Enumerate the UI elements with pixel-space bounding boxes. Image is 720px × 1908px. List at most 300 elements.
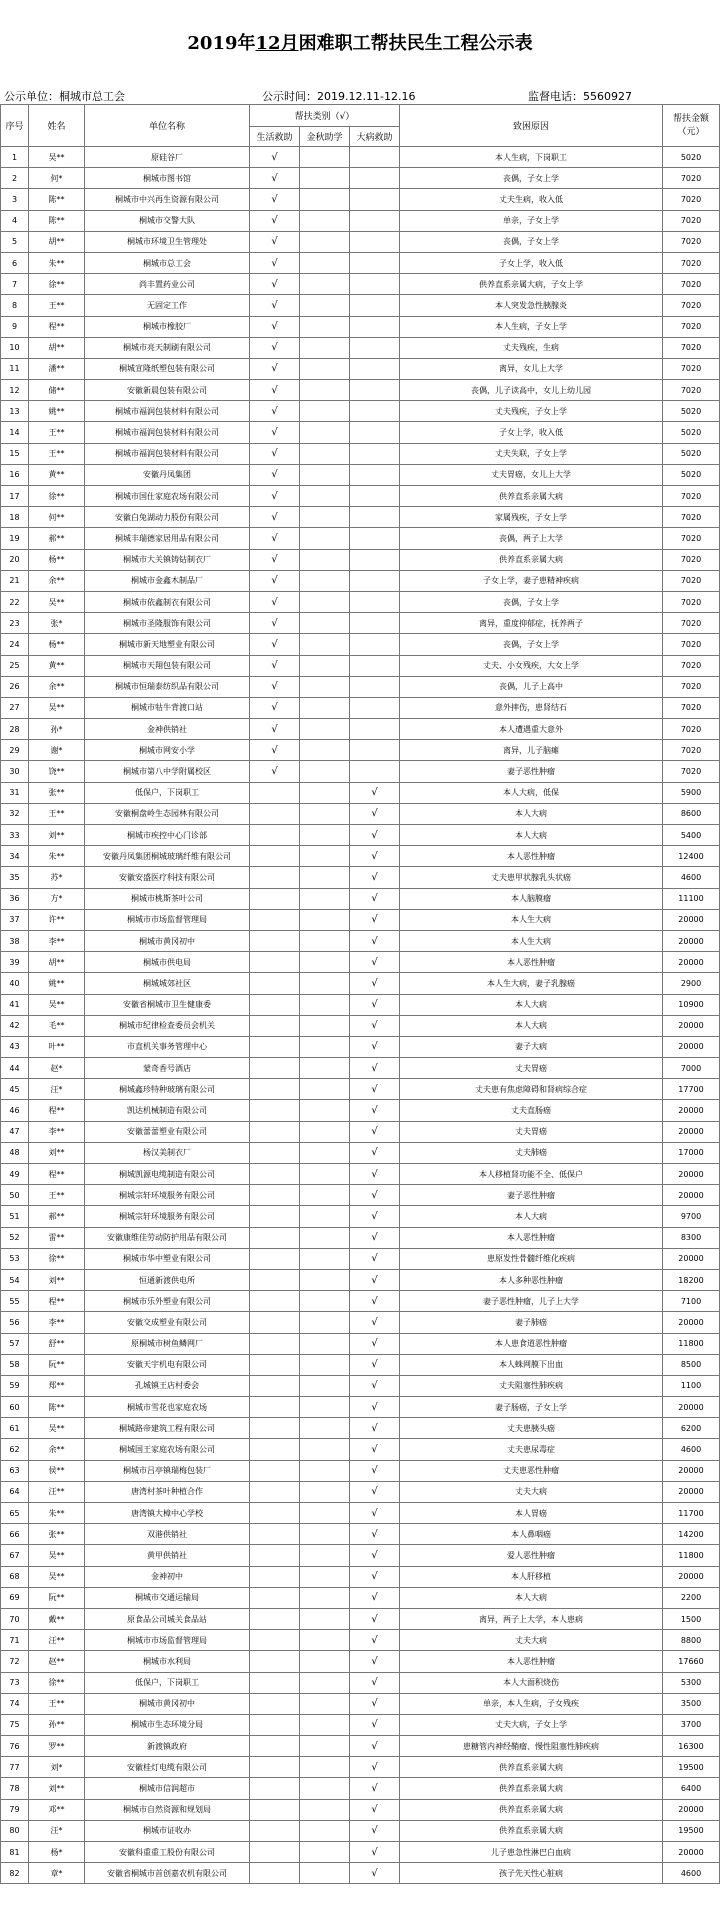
row-illness-aid: √: [350, 1206, 400, 1227]
row-no: 56: [1, 1312, 29, 1333]
row-amount: 11800: [663, 1333, 720, 1354]
row-illness-aid: [350, 719, 400, 740]
row-reason: 丧偶，子女上学: [400, 231, 663, 252]
row-illness-aid: √: [350, 1651, 400, 1672]
row-no: 10: [1, 337, 29, 358]
row-education-aid: [300, 1439, 350, 1460]
row-name: 张**: [29, 1524, 85, 1545]
row-education-aid: [300, 1714, 350, 1735]
table-row: [1, 782, 720, 803]
row-amount: 20000: [663, 1100, 720, 1121]
table-row: [1, 422, 720, 443]
row-education-aid: [300, 1185, 350, 1206]
row-amount: 7020: [663, 507, 720, 528]
header-reason: 致困原因: [400, 105, 663, 147]
row-illness-aid: √: [350, 973, 400, 994]
row-amount: 5020: [663, 147, 720, 168]
row-living-aid: √: [250, 316, 300, 337]
table-row: [1, 1481, 720, 1502]
row-living-aid: √: [250, 358, 300, 379]
row-amount: 7020: [663, 316, 720, 337]
row-org: 安徽丹凤集团桐城玻璃纤维有限公司: [85, 846, 250, 867]
row-no: 16: [1, 464, 29, 485]
row-org: 安徽康维佳劳动防护用品有限公司: [85, 1227, 250, 1248]
row-name: 刘**: [29, 1142, 85, 1163]
row-no: 31: [1, 782, 29, 803]
row-amount: 7020: [663, 210, 720, 231]
row-org: 桐城市橡胶厂: [85, 316, 250, 337]
row-education-aid: [300, 888, 350, 909]
row-name: 张**: [29, 782, 85, 803]
row-org: 金神初中: [85, 1566, 250, 1587]
row-no: 11: [1, 358, 29, 379]
row-org: 桐城宗轩环境服务有限公司: [85, 1206, 250, 1227]
row-reason: 丧偶，子女上学: [400, 168, 663, 189]
row-education-aid: [300, 1608, 350, 1629]
row-amount: 8600: [663, 803, 720, 824]
meta-period: 公示时间：2019.12.11-12.16: [262, 90, 416, 103]
row-name: 姚**: [29, 973, 85, 994]
row-reason: 妻子恶性肿瘤: [400, 1185, 663, 1206]
header-name: 姓名: [29, 105, 85, 147]
row-amount: 7020: [663, 761, 720, 782]
row-living-aid: √: [250, 380, 300, 401]
row-amount: 20000: [663, 1481, 720, 1502]
row-illness-aid: [350, 337, 400, 358]
row-org: 安徽省桐城市首创嘉农机有限公司: [85, 1863, 250, 1884]
row-no: 63: [1, 1460, 29, 1481]
row-amount: 7020: [663, 358, 720, 379]
row-reason: 丈夫大病，子女上学: [400, 1714, 663, 1735]
row-amount: 17660: [663, 1651, 720, 1672]
table-row: [1, 888, 720, 909]
row-education-aid: [300, 1079, 350, 1100]
table-row: [1, 719, 720, 740]
row-reason: 妻子肠癌，子女上学: [400, 1397, 663, 1418]
table-row: [1, 358, 720, 379]
row-amount: 7020: [663, 697, 720, 718]
table-row: [1, 1545, 720, 1566]
row-amount: 1100: [663, 1375, 720, 1396]
row-amount: 20000: [663, 1185, 720, 1206]
table-row: [1, 168, 720, 189]
table-row: [1, 486, 720, 507]
row-living-aid: √: [250, 231, 300, 252]
row-illness-aid: √: [350, 930, 400, 951]
row-living-aid: √: [250, 401, 300, 422]
row-education-aid: [300, 1058, 350, 1079]
row-living-aid: [250, 888, 300, 909]
row-reason: 丧偶，儿子读高中，女儿上幼儿园: [400, 380, 663, 401]
row-education-aid: [300, 1799, 350, 1820]
row-reason: 妻子恶性肿瘤，儿子上大学: [400, 1291, 663, 1312]
table-row: [1, 1312, 720, 1333]
row-living-aid: [250, 1693, 300, 1714]
row-org: 桐城市乐外塑业有限公司: [85, 1291, 250, 1312]
row-reason: 子女上学，收入低: [400, 252, 663, 273]
row-reason: 本人肝移植: [400, 1566, 663, 1587]
row-name: 陈**: [29, 189, 85, 210]
row-amount: 7020: [663, 570, 720, 591]
row-no: 37: [1, 909, 29, 930]
row-amount: 7020: [663, 676, 720, 697]
row-amount: 11700: [663, 1503, 720, 1524]
row-reason: 子女上学，收入低: [400, 422, 663, 443]
row-living-aid: √: [250, 591, 300, 612]
table-row: [1, 973, 720, 994]
row-illness-aid: √: [350, 1820, 400, 1841]
row-name: 胡**: [29, 952, 85, 973]
row-living-aid: [250, 1058, 300, 1079]
row-org: 金神供销社: [85, 719, 250, 740]
row-reason: 本人患食道恶性肿瘤: [400, 1333, 663, 1354]
row-reason: 本人突发急性胰腺炎: [400, 295, 663, 316]
row-reason: 丈夫失联，子女上学: [400, 443, 663, 464]
table-row: [1, 1248, 720, 1269]
row-no: 51: [1, 1206, 29, 1227]
row-name: 张*: [29, 613, 85, 634]
row-reason: 本人恶性肿瘤: [400, 1227, 663, 1248]
row-no: 81: [1, 1842, 29, 1863]
row-name: 何**: [29, 507, 85, 528]
row-name: 储**: [29, 380, 85, 401]
row-org: 桐城市金鑫木制品厂: [85, 570, 250, 591]
row-education-aid: [300, 168, 350, 189]
row-reason: 家属残疾，子女上学: [400, 507, 663, 528]
row-reason: 供养直系亲属大病: [400, 1799, 663, 1820]
row-education-aid: [300, 1778, 350, 1799]
row-amount: 5300: [663, 1672, 720, 1693]
table-row: [1, 1566, 720, 1587]
row-name: 雷**: [29, 1227, 85, 1248]
row-name: 王**: [29, 443, 85, 464]
row-name: 孙**: [29, 1714, 85, 1735]
row-no: 69: [1, 1587, 29, 1608]
row-reason: 离异，女儿上大学: [400, 358, 663, 379]
row-org: 桐城国王家庭农场有限公司: [85, 1439, 250, 1460]
row-reason: 本人大病: [400, 1587, 663, 1608]
row-living-aid: [250, 1672, 300, 1693]
row-illness-aid: √: [350, 1185, 400, 1206]
row-reason: 丈夫患有焦虑障碍和肾病综合症: [400, 1079, 663, 1100]
header-living-aid: 生活救助: [250, 127, 300, 147]
row-education-aid: [300, 1481, 350, 1502]
row-education-aid: [300, 591, 350, 612]
meta-phone: 监督电话：5560927: [528, 90, 632, 103]
row-education-aid: [300, 231, 350, 252]
row-education-aid: [300, 825, 350, 846]
row-name: 杨**: [29, 634, 85, 655]
table-row: [1, 1757, 720, 1778]
row-education-aid: [300, 994, 350, 1015]
row-reason: 本人生大病: [400, 909, 663, 930]
row-org: 凯达机械制造有限公司: [85, 1100, 250, 1121]
row-no: 28: [1, 719, 29, 740]
table-row: [1, 570, 720, 591]
row-illness-aid: √: [350, 1503, 400, 1524]
row-education-aid: [300, 1820, 350, 1841]
row-no: 68: [1, 1566, 29, 1587]
row-reason: 丈夫胃癌: [400, 1058, 663, 1079]
table-row: [1, 1842, 720, 1863]
row-living-aid: [250, 1248, 300, 1269]
row-amount: 20000: [663, 1566, 720, 1587]
row-reason: 丈夫直肠癌: [400, 1100, 663, 1121]
row-illness-aid: [350, 189, 400, 210]
row-living-aid: [250, 1206, 300, 1227]
row-name: 苏*: [29, 867, 85, 888]
row-reason: 丈夫患恶性肿瘤: [400, 1460, 663, 1481]
row-reason: 丈夫残疾，子女上学: [400, 401, 663, 422]
row-name: 胡**: [29, 337, 85, 358]
row-org: 桐城市总工会: [85, 252, 250, 273]
row-living-aid: [250, 1036, 300, 1057]
table-row: [1, 549, 720, 570]
row-name: 饶**: [29, 761, 85, 782]
row-amount: 8300: [663, 1227, 720, 1248]
row-amount: 7020: [663, 252, 720, 273]
row-reason: 丧偶，子女上学: [400, 591, 663, 612]
row-no: 3: [1, 189, 29, 210]
row-no: 8: [1, 295, 29, 316]
row-illness-aid: [350, 295, 400, 316]
row-no: 59: [1, 1375, 29, 1396]
row-org: 双港供销社: [85, 1524, 250, 1545]
row-org: 原桐城市树鱼鳞网厂: [85, 1333, 250, 1354]
row-name: 郑**: [29, 1375, 85, 1396]
table-row: [1, 803, 720, 824]
row-amount: 3500: [663, 1693, 720, 1714]
row-living-aid: [250, 1736, 300, 1757]
row-reason: 供养直系亲属大病，子女上学: [400, 274, 663, 295]
row-living-aid: [250, 867, 300, 888]
row-name: 杨*: [29, 1842, 85, 1863]
row-org: 孔城镇王店村委会: [85, 1375, 250, 1396]
row-living-aid: [250, 1015, 300, 1036]
row-no: 29: [1, 740, 29, 761]
table-row: [1, 1036, 720, 1057]
table-row: [1, 994, 720, 1015]
row-education-aid: [300, 570, 350, 591]
row-illness-aid: √: [350, 1460, 400, 1481]
row-name: 王**: [29, 1185, 85, 1206]
row-amount: 20000: [663, 952, 720, 973]
row-amount: 5020: [663, 401, 720, 422]
table-row: [1, 846, 720, 867]
table-row: [1, 401, 720, 422]
row-reason: 单亲，本人生病，子女残疾: [400, 1693, 663, 1714]
row-living-aid: [250, 1460, 300, 1481]
row-no: 45: [1, 1079, 29, 1100]
row-reason: 本人胃癌: [400, 1503, 663, 1524]
row-name: 杨**: [29, 549, 85, 570]
aid-table: [0, 104, 720, 1884]
row-no: 58: [1, 1354, 29, 1375]
row-org: 杨汉美制衣厂: [85, 1142, 250, 1163]
table-row: [1, 655, 720, 676]
row-org: 桐城市依鑫制衣有限公司: [85, 591, 250, 612]
row-reason: 离异，重度抑郁症，抚养两子: [400, 613, 663, 634]
row-reason: 丈夫肺癌: [400, 1142, 663, 1163]
row-name: 毛**: [29, 1015, 85, 1036]
table-row: [1, 1079, 720, 1100]
row-education-aid: [300, 1354, 350, 1375]
row-name: 朱**: [29, 846, 85, 867]
table-row: [1, 528, 720, 549]
row-name: 黄**: [29, 655, 85, 676]
row-illness-aid: [350, 401, 400, 422]
row-education-aid: [300, 930, 350, 951]
row-living-aid: √: [250, 719, 300, 740]
row-name: 方*: [29, 888, 85, 909]
row-name: 舒**: [29, 1333, 85, 1354]
row-reason: 本人恶性肿瘤: [400, 846, 663, 867]
row-amount: 4600: [663, 1439, 720, 1460]
row-education-aid: [300, 1524, 350, 1545]
row-living-aid: √: [250, 613, 300, 634]
row-no: 36: [1, 888, 29, 909]
row-no: 35: [1, 867, 29, 888]
row-living-aid: [250, 1714, 300, 1735]
row-name: 程**: [29, 1291, 85, 1312]
row-org: 桐城市市场监督管理局: [85, 1630, 250, 1651]
table-row: [1, 1185, 720, 1206]
row-no: 22: [1, 591, 29, 612]
row-org: 桐城丰瑞德家居用品有限公司: [85, 528, 250, 549]
table-row: [1, 507, 720, 528]
row-org: 桐城市疾控中心门诊部: [85, 825, 250, 846]
row-org: 低保户，下岗职工: [85, 1672, 250, 1693]
row-amount: 5900: [663, 782, 720, 803]
row-amount: 7000: [663, 1058, 720, 1079]
row-org: 桐城市市场监督管理局: [85, 909, 250, 930]
row-reason: 孩子先天性心脏病: [400, 1863, 663, 1884]
row-reason: 爱人恶性肿瘤: [400, 1545, 663, 1566]
row-no: 57: [1, 1333, 29, 1354]
row-no: 5: [1, 231, 29, 252]
table-row: [1, 867, 720, 888]
table-row: [1, 1206, 720, 1227]
row-education-aid: [300, 782, 350, 803]
row-living-aid: [250, 1164, 300, 1185]
row-org: 桐城市大关镇铸钻制衣厂: [85, 549, 250, 570]
row-name: 叶**: [29, 1036, 85, 1057]
row-org: 黄甲供销社: [85, 1545, 250, 1566]
row-org: 桐城宣隆纸塑包装有限公司: [85, 358, 250, 379]
row-living-aid: [250, 930, 300, 951]
row-illness-aid: √: [350, 825, 400, 846]
row-living-aid: [250, 1587, 300, 1608]
row-education-aid: [300, 719, 350, 740]
row-no: 2: [1, 168, 29, 189]
row-living-aid: [250, 1312, 300, 1333]
row-amount: 5020: [663, 464, 720, 485]
row-living-aid: [250, 1291, 300, 1312]
row-name: 余**: [29, 676, 85, 697]
row-name: 胡**: [29, 231, 85, 252]
row-org: 安徽蕾蕾塑业有限公司: [85, 1121, 250, 1142]
row-living-aid: √: [250, 189, 300, 210]
row-name: 徐**: [29, 486, 85, 507]
row-amount: 6200: [663, 1418, 720, 1439]
table-row: [1, 1121, 720, 1142]
row-reason: 本人恶性肿瘤: [400, 952, 663, 973]
row-reason: 本人大病: [400, 1206, 663, 1227]
row-illness-aid: [350, 591, 400, 612]
row-no: 12: [1, 380, 29, 401]
row-no: 27: [1, 697, 29, 718]
row-no: 62: [1, 1439, 29, 1460]
row-amount: 14200: [663, 1524, 720, 1545]
row-reason: 丈夫大病: [400, 1481, 663, 1502]
row-living-aid: √: [250, 740, 300, 761]
row-name: 汪*: [29, 1079, 85, 1100]
row-reason: 供养直系亲属大病: [400, 549, 663, 570]
row-name: 王**: [29, 803, 85, 824]
row-education-aid: [300, 740, 350, 761]
row-org: 桐城市黄冈初中: [85, 1693, 250, 1714]
row-name: 徐**: [29, 1672, 85, 1693]
row-living-aid: [250, 1269, 300, 1290]
row-reason: 本人大面积烧伤: [400, 1672, 663, 1693]
row-reason: 离异，儿子脑瘫: [400, 740, 663, 761]
row-amount: 7020: [663, 380, 720, 401]
header-no: 序号: [1, 105, 29, 147]
table-row: [1, 1736, 720, 1757]
header-amount: 帮扶金额（元）: [663, 105, 720, 147]
row-amount: 7020: [663, 295, 720, 316]
row-no: 64: [1, 1481, 29, 1502]
row-education-aid: [300, 401, 350, 422]
row-no: 66: [1, 1524, 29, 1545]
row-reason: 本人蛛网膜下出血: [400, 1354, 663, 1375]
row-no: 14: [1, 422, 29, 443]
row-education-aid: [300, 1121, 350, 1142]
row-no: 19: [1, 528, 29, 549]
row-amount: 4600: [663, 1863, 720, 1884]
row-org: 桐城市自然资源和规划局: [85, 1799, 250, 1820]
row-living-aid: [250, 952, 300, 973]
row-amount: 7020: [663, 231, 720, 252]
row-illness-aid: [350, 231, 400, 252]
row-amount: 7020: [663, 591, 720, 612]
row-illness-aid: [350, 486, 400, 507]
row-education-aid: [300, 1269, 350, 1290]
row-amount: 19500: [663, 1757, 720, 1778]
row-education-aid: [300, 846, 350, 867]
row-org: 桐城市第八中学附属校区: [85, 761, 250, 782]
row-education-aid: [300, 1503, 350, 1524]
row-name: 孙*: [29, 719, 85, 740]
row-no: 41: [1, 994, 29, 1015]
row-education-aid: [300, 486, 350, 507]
row-name: 郝**: [29, 1206, 85, 1227]
row-amount: 7020: [663, 613, 720, 634]
row-reason: 供养直系亲属大病: [400, 1778, 663, 1799]
row-amount: 20000: [663, 1799, 720, 1820]
row-education-aid: [300, 1693, 350, 1714]
row-org: 原硅谷厂: [85, 147, 250, 168]
row-name: 程**: [29, 316, 85, 337]
row-education-aid: [300, 909, 350, 930]
row-org: 原食品公司城关食品站: [85, 1608, 250, 1629]
row-org: 桐城市雪花也家庭农场: [85, 1397, 250, 1418]
row-org: 市直机关事务管理中心: [85, 1036, 250, 1057]
row-no: 48: [1, 1142, 29, 1163]
row-no: 73: [1, 1672, 29, 1693]
row-illness-aid: √: [350, 1693, 400, 1714]
row-education-aid: [300, 867, 350, 888]
